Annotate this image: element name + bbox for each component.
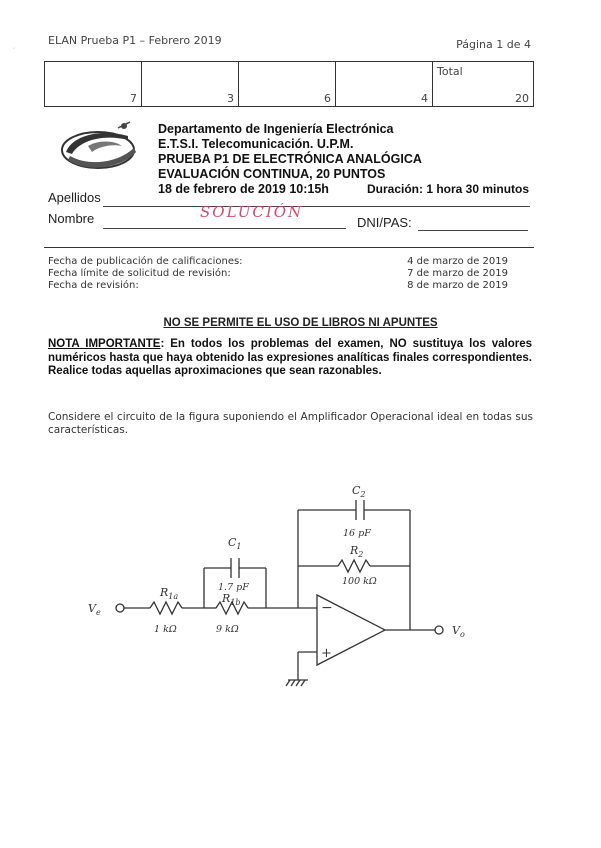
score-total-label: Total <box>437 65 463 78</box>
nombre-label: Nombre <box>48 211 95 226</box>
c1-value: 1.7 pF <box>218 582 249 593</box>
circuit-diagram <box>80 480 480 690</box>
score-cell-2: 3 <box>142 62 239 107</box>
inverting-input-sign: − <box>321 600 333 616</box>
score-cell-4: 4 <box>336 62 433 107</box>
date-label: Fecha de revisión: <box>48 280 139 291</box>
output-label: $V_o$ <box>452 624 465 639</box>
score-total-value: 20 <box>515 92 529 105</box>
header-left: ELAN Prueba P1 – Febrero 2019 <box>48 34 222 47</box>
date-value: 7 de marzo de 2019 <box>407 268 508 279</box>
date-value: 8 de marzo de 2019 <box>407 280 508 291</box>
apellidos-label: Apellidos <box>48 190 101 205</box>
margin-mark: ˙ <box>12 47 16 56</box>
r1b-value: 9 kΩ <box>216 624 239 635</box>
nombre-value-handwritten: SOLUCIÓN <box>200 203 304 221</box>
dni-line <box>418 230 528 231</box>
exam-subtitle: EVALUACIÓN CONTINUA, 20 PUNTOS <box>158 167 386 181</box>
date-label: Fecha de publicación de calificaciones: <box>48 256 243 267</box>
dates-block <box>48 256 508 292</box>
exam-date: 18 de febrero de 2019 10:15h <box>158 182 329 196</box>
department-name: Departamento de Ingeniería Electrónica <box>158 122 394 136</box>
c1-label: $C_1$ <box>228 536 242 551</box>
r1a-label: $R_{1a}$ <box>160 586 179 601</box>
date-row <box>48 256 508 268</box>
date-row <box>48 268 508 280</box>
dni-label: DNI/PAS: <box>357 215 412 230</box>
exam-title: PRUEBA P1 DE ELECTRÓNICA ANALÓGICA <box>158 152 422 166</box>
input-label: $V_e$ <box>88 602 101 617</box>
resistor-r1a <box>150 602 182 614</box>
date-value: 4 de marzo de 2019 <box>407 256 508 267</box>
resistor-r2 <box>338 560 370 572</box>
apellidos-line <box>103 206 530 207</box>
input-terminal <box>116 604 124 612</box>
exam-duration: Duración: 1 hora 30 minutos <box>367 182 530 196</box>
nombre-line <box>103 228 346 229</box>
score-cell-3: 6 <box>239 62 336 107</box>
r2-label: $R_2$ <box>350 544 364 559</box>
date-label: Fecha límite de solicitud de revisión: <box>48 268 231 279</box>
university-logo-icon <box>58 118 144 174</box>
important-note <box>48 338 532 379</box>
score-cell-1: 7 <box>45 62 142 107</box>
c2-value: 16 pF <box>343 528 371 539</box>
page-number: Página 1 de 4 <box>456 38 531 51</box>
score-table <box>44 61 534 107</box>
date-row <box>48 280 508 292</box>
r1a-value: 1 kΩ <box>154 624 177 635</box>
output-terminal <box>435 626 443 634</box>
r1b-label: $R_{1b}$ <box>222 592 241 607</box>
note-label: NOTA IMPORTANTE <box>48 338 161 350</box>
score-total-cell <box>433 62 534 107</box>
r2-value: 100 kΩ <box>342 576 377 587</box>
school-name: E.T.S.I. Telecomunicación. U.P.M. <box>158 137 354 151</box>
no-books-notice: NO SE PERMITE EL USO DE LIBROS NI APUNTES <box>163 317 438 329</box>
note-text: : En todos los problemas del examen, NO sustituya los valores numéricos hasta que haya obtenido las expresiones analíticas finales correspondientes. Realice todas aquellas aproximaciones que sean razonables. <box>48 338 533 377</box>
divider <box>44 247 534 248</box>
noninverting-input-sign: + <box>321 646 332 661</box>
c2-label: $C_2$ <box>352 484 366 499</box>
problem-statement: Considere el circuito de la figura suponiendo el Amplificador Operacional ideal en todas sus características. <box>48 411 533 436</box>
